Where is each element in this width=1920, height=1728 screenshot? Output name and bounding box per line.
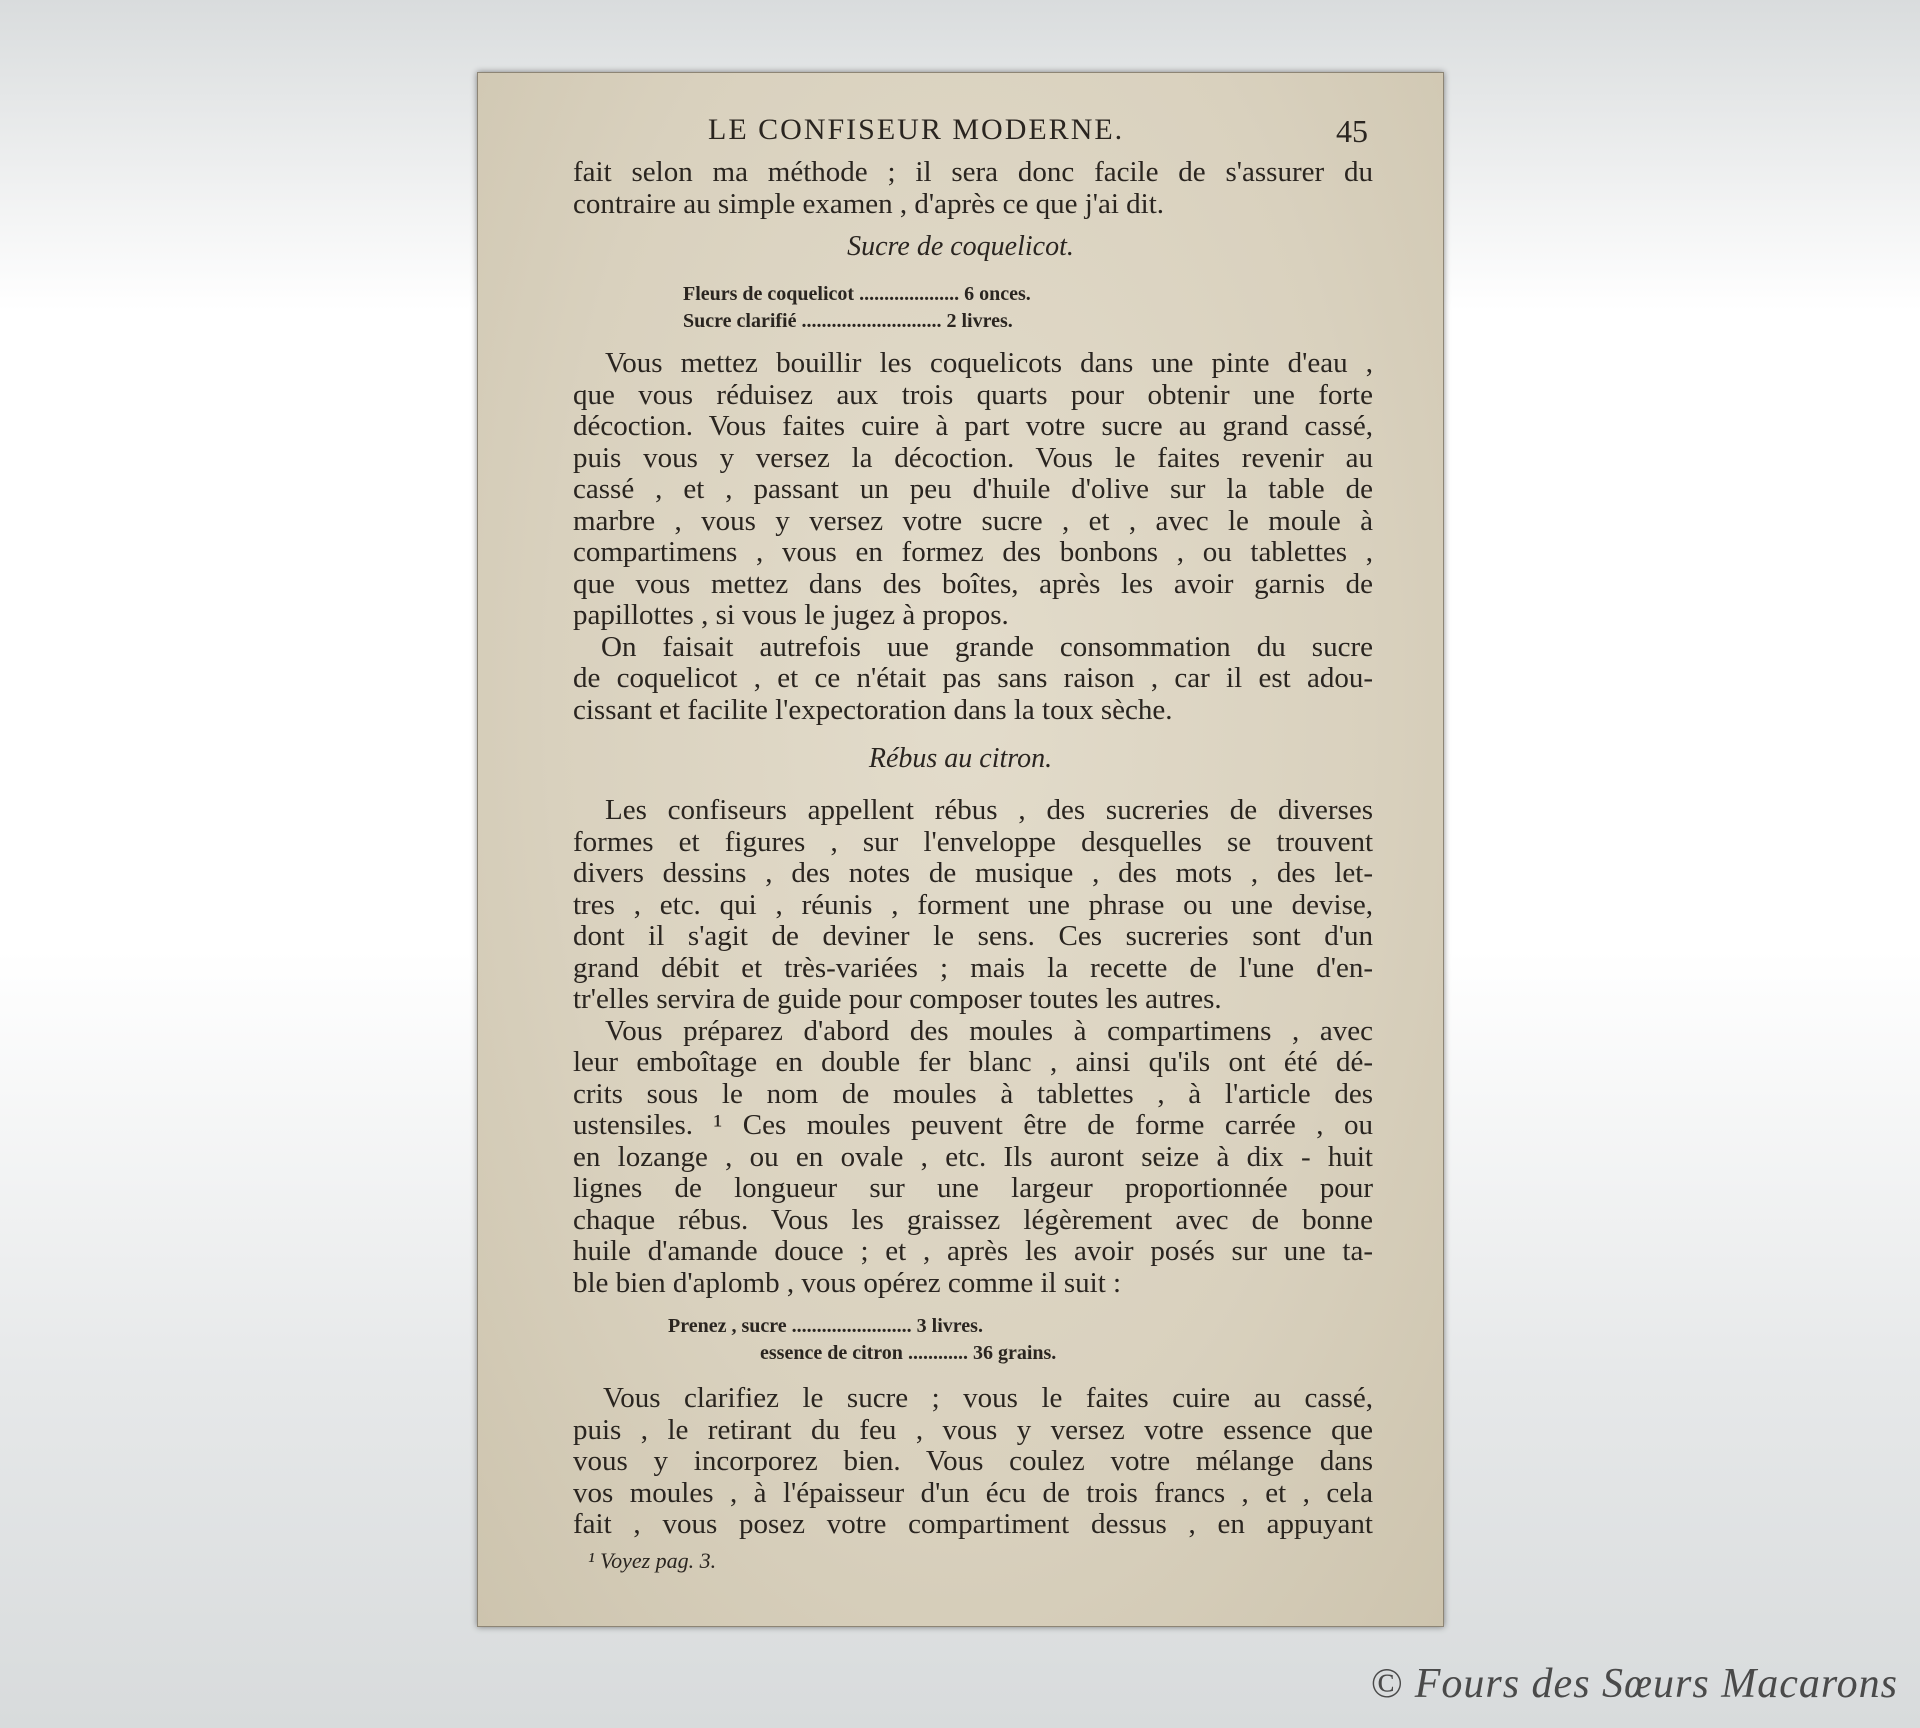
recipe-dots: .................... [859, 283, 960, 305]
section-rebus-method [573, 1383, 1373, 1541]
text-line: tr'elles servira de guide pour composer toutes les autres. [573, 983, 1222, 1015]
text-line: ble bien d'aplomb , vous opérez comme il suit : [573, 1266, 1122, 1299]
text-line: fait selon ma méthode ; il sera donc facile de s'assurer du [573, 156, 1373, 188]
text-line: marbre , vous y versez votre sucre , et , avec le moule à [573, 504, 1373, 537]
text-line: décoction. Vous faites cuire à part votre sucre au grand cassé, [573, 410, 1373, 442]
footnote: ¹ Voyez pag. 3. [588, 1548, 717, 1573]
recipe-item: Prenez , sucre [668, 1315, 787, 1337]
text-line: tres , etc. qui , réunis , forment une phrase ou une devise, [573, 888, 1373, 921]
text-line: Vous mettez bouillir les coquelicots dans une pinte d'eau , [605, 347, 1373, 379]
text-line: divers dessins , des notes de musique , des mots , des let- [573, 857, 1373, 889]
recipe-row [683, 308, 1031, 335]
text-line: que vous mettez dans des boîtes, après les avoir garnis de [573, 567, 1373, 600]
text-line: fait , vous posez votre compartiment dessus , en appuyant [573, 1508, 1373, 1540]
book-page [477, 72, 1444, 1627]
text-line: que vous réduisez aux trois quarts pour obtenir une forte [573, 378, 1373, 411]
copyright-watermark: © Fours des Sœurs Macarons [1370, 1661, 1898, 1707]
intro-paragraph [573, 157, 1373, 220]
text-line: leur emboîtage en double fer blanc , ainsi qu'ils ont été dé- [573, 1046, 1373, 1078]
section-coquelicot-text [573, 348, 1373, 726]
text-line: papillottes , si vous le jugez à propos. [573, 599, 1009, 631]
recipe-dots: ........................ [791, 1315, 912, 1337]
recipe-dots: ............ [907, 1342, 968, 1364]
recipe-coquelicot [683, 281, 1031, 335]
recipe-quantity: 36 grains. [972, 1342, 1057, 1364]
text-line: Vous clarifiez le sucre ; vous le faites cuire au cassé, [603, 1382, 1373, 1414]
text-line: Vous préparez d'abord des moules à compartimens , avec [605, 1014, 1373, 1047]
text-line: puis , le retirant du feu , vous y versez votre essence que [573, 1413, 1373, 1446]
text-line: lignes de longueur sur une largeur proportionnée pour [573, 1172, 1373, 1204]
section-title-coquelicot: Sucre de coquelicot. [847, 231, 1074, 262]
recipe-quantity: 2 livres. [946, 310, 1013, 332]
text-line: contraire au simple examen , d'après ce que j'ai dit. [573, 187, 1165, 220]
recipe-row [683, 281, 1031, 308]
recipe-quantity: 6 onces. [964, 283, 1031, 305]
text-line: chaque rébus. Vous les graissez légèrement avec de bonne [573, 1203, 1373, 1236]
recipe-item: essence de citron [760, 1342, 903, 1364]
text-line: dont il s'agit de deviner le sens. Ces sucreries sont d'un [573, 920, 1373, 952]
page-number: 45 [1336, 113, 1368, 149]
running-header: LE CONFISEUR MODERNE. [708, 113, 1125, 146]
section-rebus-text [573, 795, 1373, 1299]
text-line: crits sous le nom de moules à tablettes , à l'article des [573, 1077, 1373, 1110]
text-line: huile d'amande douce ; et , après les avoir posés sur une ta- [573, 1235, 1373, 1267]
text-line: en lozange , ou en ovale , etc. Ils auront seize à dix - huit [573, 1140, 1373, 1173]
recipe-item: Sucre clarifié [683, 310, 797, 332]
recipe-rebus [668, 1313, 1056, 1367]
text-line: ustensiles. ¹ Ces moules peuvent être de forme carrée , ou [573, 1109, 1373, 1141]
text-line: Les confiseurs appellent rébus , des sucreries de diverses [605, 794, 1373, 826]
text-line: vos moules , à l'épaisseur d'un écu de trois francs , et , cela [573, 1476, 1373, 1509]
text-line: de coquelicot , et ce n'était pas sans raison , car il est adou- [573, 662, 1373, 694]
text-line: cassé , et , passant un peu d'huile d'olive sur la table de [573, 473, 1373, 505]
recipe-row [668, 1313, 1056, 1340]
section-title-rebus: Rébus au citron. [868, 743, 1053, 774]
text-line: puis vous y versez la décoction. Vous le faites revenir au [573, 441, 1373, 474]
recipe-quantity: 3 livres. [916, 1315, 983, 1337]
text-line: grand débit et très-variées ; mais la recette de l'une d'en- [573, 951, 1373, 984]
recipe-item: Fleurs de coquelicot [683, 283, 855, 305]
text-line: cissant et facilite l'expectoration dans la toux sèche. [573, 693, 1173, 726]
text-line: formes et figures , sur l'enveloppe desquelles se trouvent [573, 825, 1373, 858]
recipe-dots: ............................ [801, 310, 942, 332]
text-line: On faisait autrefois uue grande consommation du sucre [601, 630, 1373, 663]
text-line: vous y incorporez bien. Vous coulez votre mélange dans [573, 1445, 1373, 1477]
text-line: compartimens , vous en formez des bonbons , ou tablettes , [573, 536, 1373, 568]
recipe-row [668, 1340, 1056, 1367]
